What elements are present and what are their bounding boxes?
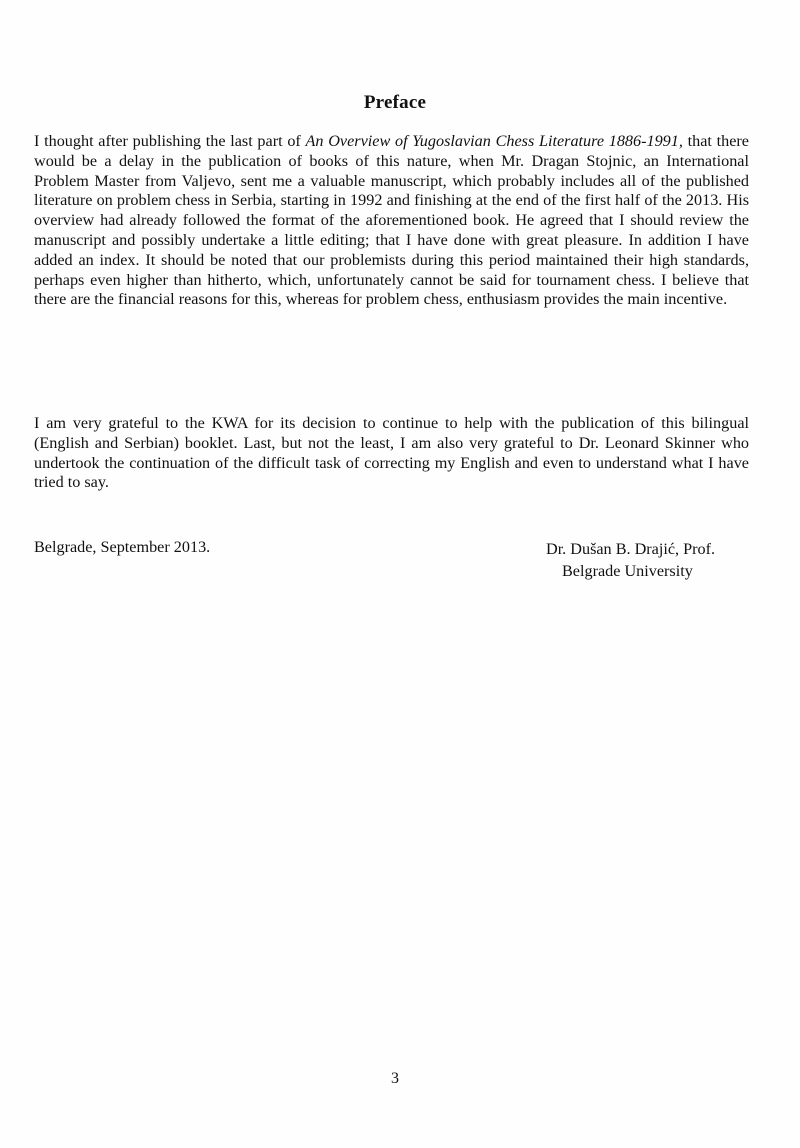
author-affiliation: Belgrade University <box>562 562 693 580</box>
author-name: Dr. Dušan B. Drajić, Prof. <box>546 540 716 558</box>
place-and-date: Belgrade, September 2013. <box>34 538 211 556</box>
paragraph-1-text-b: that there would be a delay in the publication of books of this nature, when Mr. Dragan Stojnic, an International Problem Master from Valjevo, sent me a valuable manuscript, which probably includes all of the published literature on problem chess in Serbia, starting in 1992 and finishing at the end of the first half of the 2013. His overview had already followed the format of the aforementioned book. He agreed that I should review the manuscript and possibly undertake a little editing; that I have done with great pleasure. In addition I have added an index. It should be noted that our problemists during this period maintained their high standards, perhaps even higher than hitherto, which, unfortunately cannot be said for tournament chess. I believe that there are the financial reasons for this, whereas for problem chess, enthusiasm provides the main incentive. <box>34 132 749 309</box>
paragraph-2-text: I am very grateful to the KWA for its decision to continue to help with the publication of this bilingual (English and Serbian) booklet. Last, but not the least, I am also very grateful to Dr. Leonard Skinner who undertook the continuation of the difficult task of correcting my English and even to understand what I have tried to say. <box>34 414 749 492</box>
paragraph-1 <box>34 132 749 310</box>
book-title-italic: An Overview of Yugoslavian Chess Literature 1886-1991, <box>305 132 683 150</box>
signature-block <box>546 538 715 582</box>
paragraph-1-text-a: I thought after publishing the last part of <box>34 132 306 150</box>
page-title: Preface <box>363 92 427 113</box>
page-number: 3 <box>391 1070 399 1087</box>
paragraph-2 <box>34 414 749 493</box>
